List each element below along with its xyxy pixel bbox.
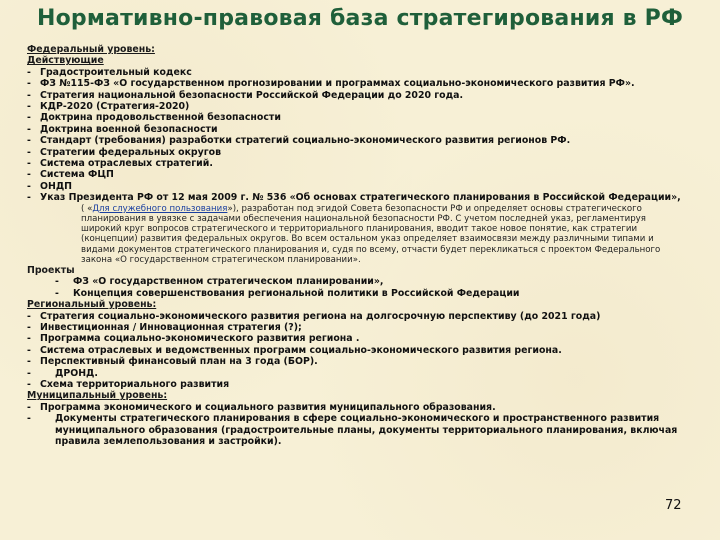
list-item bbox=[27, 169, 697, 180]
bullet-dash: - bbox=[27, 310, 31, 322]
list-item-text: Перспективный финансовый план на 3 года (БОР). bbox=[40, 356, 318, 368]
bullet-dash: - bbox=[27, 89, 31, 101]
bullet-dash: - bbox=[27, 333, 31, 345]
list-item bbox=[27, 345, 697, 356]
list-item bbox=[27, 112, 697, 123]
list-item-text: Программа экономического и социального развития муниципального образования. bbox=[40, 401, 496, 413]
list-item-text: ОНДП bbox=[40, 180, 73, 192]
list-item-text: Доктрина военной безопасности bbox=[40, 123, 218, 135]
list-item-text: ФЗ «О государственном стратегическом планировании», bbox=[73, 276, 384, 288]
bullet-dash: - bbox=[27, 321, 31, 333]
bullet-dash: - bbox=[27, 344, 31, 356]
list-item-text: ФЗ №115-ФЗ «О государственном прогнозировании и программах социально-экономического развития РФ». bbox=[40, 78, 635, 90]
bullet-dash: - bbox=[55, 287, 59, 299]
list-item-text: Инвестиционная / Инновационная стратегия (?); bbox=[40, 321, 302, 333]
list-item-text: Стратегии федеральных округов bbox=[40, 146, 222, 158]
list-item bbox=[27, 368, 697, 379]
decree-note bbox=[27, 204, 697, 265]
list-item bbox=[27, 67, 697, 78]
list-item-text: Градостроительный кодекс bbox=[40, 66, 192, 78]
list-item bbox=[27, 276, 697, 287]
list-item-text: ДРОНД. bbox=[55, 367, 98, 379]
list-item bbox=[27, 288, 697, 299]
list-item bbox=[27, 181, 697, 192]
bullet-dash: - bbox=[27, 78, 31, 90]
list-item-text: Концепция совершенствования региональной политики в Российской Федерации bbox=[73, 287, 520, 299]
list-item-text: Программа социально-экономического развития региона . bbox=[40, 333, 360, 345]
bullet-dash: - bbox=[27, 180, 31, 192]
bullet-dash: - bbox=[27, 413, 31, 425]
list-item bbox=[27, 158, 697, 169]
list-item bbox=[27, 333, 697, 344]
bullet-dash: - bbox=[27, 378, 31, 390]
list-item-text: Система отраслевых и ведомственных программ социально-экономического развития региона. bbox=[40, 344, 562, 356]
list-item bbox=[27, 78, 697, 89]
bullet-dash: - bbox=[27, 401, 31, 413]
bullet-dash: - bbox=[27, 123, 31, 135]
list-item-text: Указ Президента РФ от 12 мая 2009 г. № 536 «Об основах стратегического планирования в Российской Федерации», bbox=[40, 192, 681, 204]
federal-heading: Федеральный уровень: bbox=[27, 44, 155, 55]
note-text: »), разработан под эгидой Совета безопасности РФ и определяет основы стратегического планирования в увязке с задачами обеспечения национальной безопасности РФ. С учетом последней указ, регламентируя широкий круг вопросов стратегического и территориального планирования, вводит такое новое понятие, как стратегии (концепции) развития федеральных округов. Во всем остальном указ определяет взаимосвязи между различными типами и видами документов стратегического планирования и, судя по всему, отчасти будет перекликаться с проектом Федерального закона «О государственном стратегическом планировании». bbox=[81, 203, 661, 265]
regional-heading: Региональный уровень: bbox=[27, 299, 157, 311]
bullet-dash: - bbox=[27, 66, 31, 78]
list-item bbox=[27, 322, 697, 333]
list-item bbox=[27, 101, 697, 112]
note-link[interactable]: Для служебного пользования bbox=[92, 203, 228, 214]
projects-heading: Проекты bbox=[27, 264, 75, 276]
list-item bbox=[27, 356, 697, 367]
bullet-dash: - bbox=[27, 192, 31, 204]
bullet-dash: - bbox=[27, 146, 31, 158]
list-item bbox=[27, 192, 697, 203]
list-item-text: КДР-2020 (Стратегия-2020) bbox=[40, 101, 190, 113]
slide-content bbox=[27, 44, 697, 447]
note-prefix: ( « bbox=[81, 203, 93, 214]
list-item-text: Схема территориального развития bbox=[40, 378, 230, 390]
slide-title: Нормативно-правовая база стратегирования в РФ bbox=[36, 6, 684, 31]
list-item-text: Стандарт (требования) разработки стратегий социально-экономического развития регионов РФ. bbox=[40, 135, 571, 147]
bullet-dash: - bbox=[27, 158, 31, 170]
list-item bbox=[27, 311, 697, 322]
bullet-dash: - bbox=[27, 101, 31, 113]
list-item bbox=[27, 124, 697, 135]
bullet-dash: - bbox=[27, 367, 31, 379]
bullet-dash: - bbox=[27, 356, 31, 368]
list-item-text: Доктрина продовольственной безопасности bbox=[40, 112, 281, 124]
list-item-text: Система ФЦП bbox=[40, 169, 114, 181]
page-number: 72 bbox=[665, 498, 682, 513]
list-item-text: Документы стратегического планирования в сфере социально-экономического и пространственного развития муниципального образования (градостроительные планы, документы территориального планирования, включая правила землепользования и застройки). bbox=[55, 413, 678, 447]
bullet-dash: - bbox=[27, 135, 31, 147]
list-item-text: Стратегия социально-экономического развития региона на долгосрочную перспективу (до 2021 года) bbox=[40, 310, 601, 322]
list-item bbox=[27, 90, 697, 101]
bullet-dash: - bbox=[55, 276, 59, 288]
list-item-text: Система отраслевых стратегий. bbox=[40, 158, 213, 170]
bullet-dash: - bbox=[27, 169, 31, 181]
list-item bbox=[27, 402, 697, 413]
list-item bbox=[27, 379, 697, 390]
list-item bbox=[27, 413, 697, 447]
list-item bbox=[27, 135, 697, 146]
list-item bbox=[27, 147, 697, 158]
federal-subheading: Действующие bbox=[27, 55, 104, 67]
list-item-text: Стратегия национальной безопасности Российской Федерации до 2020 года. bbox=[40, 89, 464, 101]
municipal-heading: Муниципальный уровень: bbox=[27, 390, 168, 402]
bullet-dash: - bbox=[27, 112, 31, 124]
